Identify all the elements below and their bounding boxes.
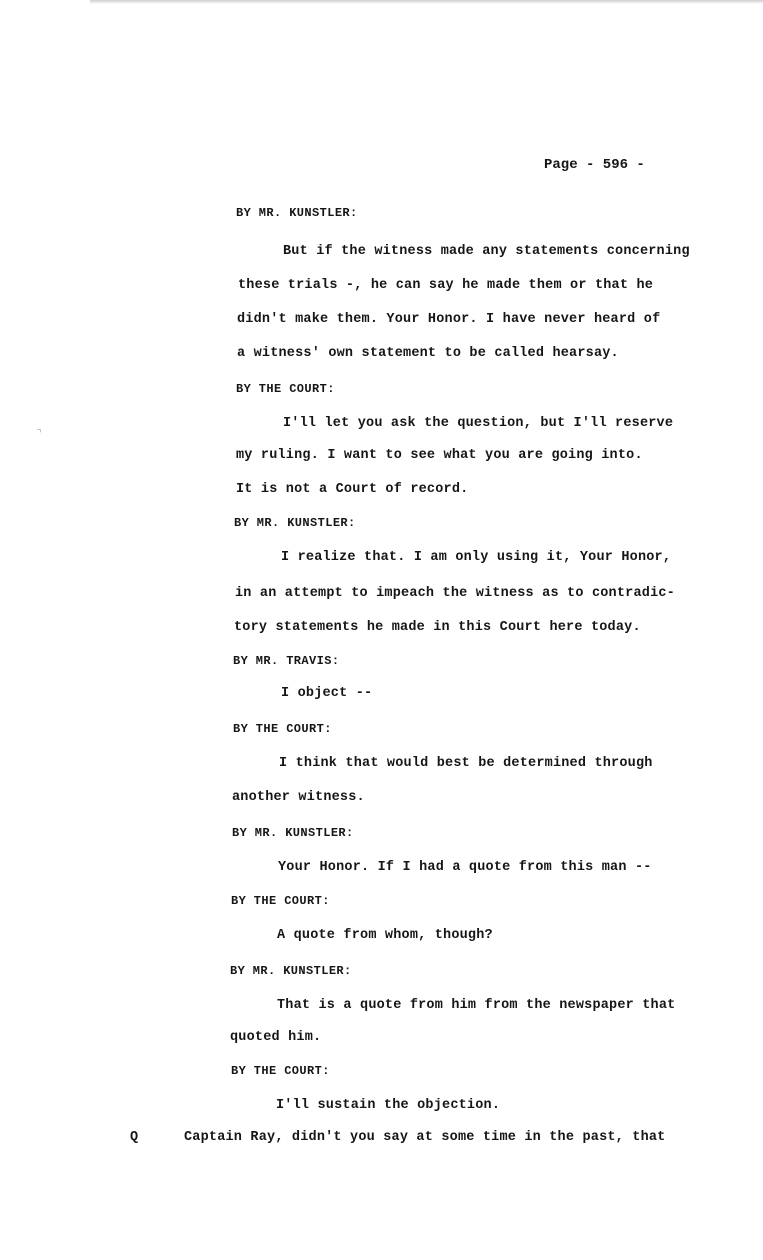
transcript-line: my ruling. I want to see what you are going into. (236, 448, 643, 463)
transcript-line: tory statements he made in this Court here today. (234, 620, 641, 635)
transcript-line: I'll sustain the objection. (276, 1098, 501, 1113)
transcript-line: I think that would best be determined through (279, 756, 653, 771)
transcript-line: Your Honor. If I had a quote from this man -- (278, 860, 652, 875)
speaker-label: BY MR. KUNSTLER: (230, 964, 352, 978)
transcript-line: It is not a Court of record. (236, 482, 469, 497)
question-marker: Q (130, 1130, 139, 1145)
scan-top-edge (90, 0, 763, 4)
speaker-label: BY MR. TRAVIS: (233, 654, 340, 668)
transcript-line: I realize that. I am only using it, Your Honor, (281, 550, 672, 565)
transcript-line: quoted him. (230, 1030, 322, 1045)
transcript-line: didn't make them. Your Honor. I have never heard of (237, 312, 661, 327)
speaker-label: BY THE COURT: (233, 722, 332, 736)
scan-mark: ⌝ (36, 429, 43, 440)
speaker-label: BY THE COURT: (231, 894, 330, 908)
transcript-line: A quote from whom, though? (277, 928, 493, 943)
question-line: Captain Ray, didn't you say at some time in the past, that (184, 1130, 666, 1145)
transcript-line: I object -- (281, 686, 373, 701)
page-number: Page - 596 - (544, 157, 645, 173)
speaker-label: BY MR. KUNSTLER: (234, 516, 356, 530)
transcript-line: That is a quote from him from the newspaper that (277, 998, 676, 1013)
transcript-line: another witness. (232, 790, 365, 805)
transcript-line: I'll let you ask the question, but I'll reserve (283, 416, 674, 431)
transcript-line: a witness' own statement to be called hearsay. (237, 346, 619, 361)
speaker-label: BY THE COURT: (236, 382, 335, 396)
transcript-line: But if the witness made any statements concerning (283, 244, 690, 259)
transcript-line: in an attempt to impeach the witness as to contradic- (235, 586, 675, 601)
speaker-label: BY MR. KUNSTLER: (232, 826, 354, 840)
speaker-label: BY THE COURT: (231, 1064, 330, 1078)
speaker-label: BY MR. KUNSTLER: (236, 206, 358, 220)
transcript-line: these trials -, he can say he made them or that he (238, 278, 654, 293)
